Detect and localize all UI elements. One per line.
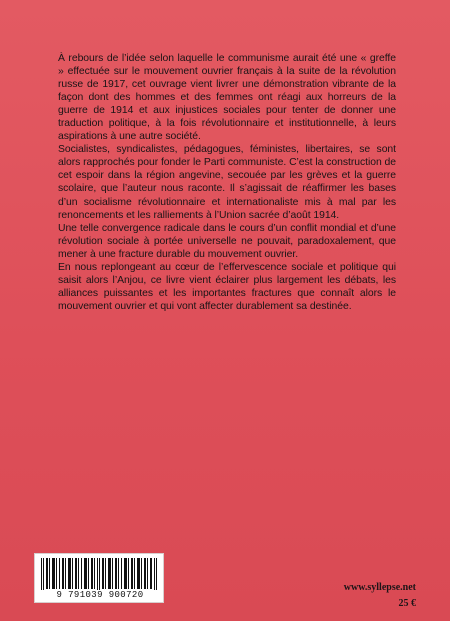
back-cover-blurb: [58, 52, 396, 313]
blurb-paragraph-3: Une telle convergence radicale dans le cours d’un conflit mondial et d’une révolution sociale à portée universelle ne pouvait, paradoxalement, que mener à une fracture durable du mouvement ouvrier.: [58, 222, 396, 260]
isbn-number: 9 791039 900720: [39, 590, 161, 600]
isbn-barcode: [34, 553, 164, 603]
barcode-icon: [40, 558, 160, 594]
blurb-paragraph-1: À rebours de l’idée selon laquelle le communisme aurait été une « greffe » effectuée sur le mouvement ouvrier français à la suite de la révolution russe de 1917, cet ouvrage vient livrer une démonstration vibrante de la façon dont des hommes et des femmes ont réagi aux horreurs de la guerre de 1914 et aux injustices sociales pour tenter de donner une traduction politique, à la fois révolutionnaire et institutionnelle, à leurs aspirations à une autre société.: [58, 53, 396, 143]
book-price: 25 €: [398, 598, 416, 609]
blurb-paragraph-4: En nous replongeant au cœur de l’effervescence sociale et politique qui saisit alors l’Anjou, ce livre vient éclairer plus largement les débats, les alliances puissantes et les importantes fractures que connaît alors le mouvement ouvrier et qui vont affecter durablement sa destinée.: [58, 261, 396, 312]
blurb-paragraph-2: Socialistes, syndicalistes, pédagogues, féministes, libertaires, se sont alors rapprochés pour fonder le Parti communiste. C’est la construction de cet espoir dans la région angevine, secouée par les grèves et la guerre scolaire, que l’auteur nous raconte. Il s’agissait de réaffirmer les bases d’un socialisme révolutionnaire et internationaliste mis à mal par les renoncements et les ralliements à l’Union sacrée d’août 1914.: [58, 144, 396, 221]
publisher-website: www.syllepse.net: [343, 582, 416, 593]
